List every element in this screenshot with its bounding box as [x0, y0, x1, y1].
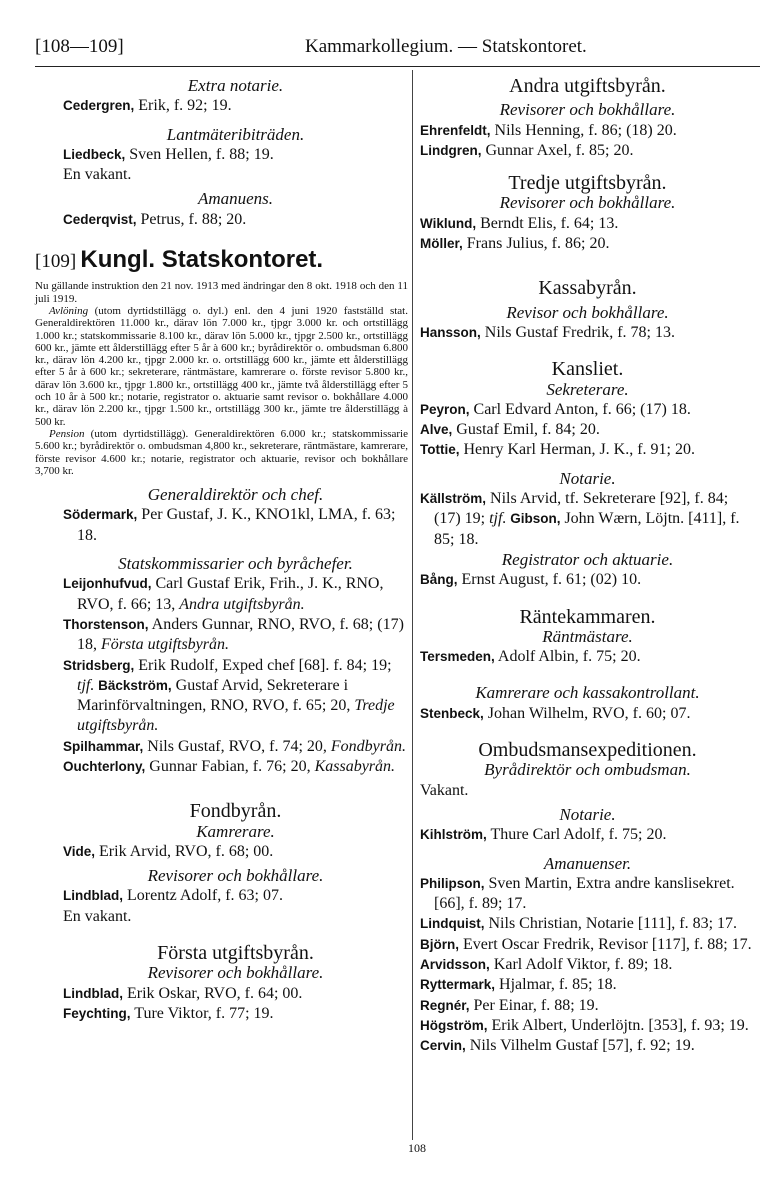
- list-item: Ryttermark, Hjalmar, f. 85; 18.: [420, 976, 617, 994]
- heading-generaldirektor: Generaldirektör och chef.: [147, 485, 324, 505]
- list-item: Lindblad, Erik Oskar, RVO, f. 64; 00.: [63, 984, 303, 1002]
- left-column: [35, 76, 408, 1024]
- subheading-rantmastare: Räntmästare.: [542, 626, 633, 646]
- list-item: Södermark, Per Gustaf, J. K., KNO1kl, LMA, f. 63; 18.: [63, 506, 396, 544]
- list-item: Bång, Ernst August, f. 61; (02) 10.: [420, 571, 642, 589]
- list-item: Cederqvist, Petrus, f. 88; 20.: [63, 210, 247, 228]
- instruction-note: Nu gällande instruktion den 21 nov. 1913 med ändringar den 8 okt. 1918 och den 11 juli 1919.: [35, 280, 408, 305]
- heading-tredje-utgiftsbyran: Tredje utgiftsbyrån.: [508, 172, 667, 195]
- list-item: Cedergren, Erik, f. 92; 19.: [63, 97, 232, 115]
- list-item: En vakant.: [63, 166, 132, 184]
- list-item: Tersmeden, Adolf Albin, f. 75; 20.: [420, 648, 641, 666]
- heading-kassabyran: Kassabyrån.: [538, 277, 637, 300]
- list-item: Peyron, Carl Edvard Anton, f. 66; (17) 18.: [420, 400, 691, 418]
- subheading-registrator: Registrator och aktuarie.: [501, 549, 674, 569]
- page-number: 108: [408, 1141, 426, 1155]
- heading-andra-utgiftsbyran: Andra utgiftsbyrån.: [509, 75, 666, 97]
- heading-forsta-utgiftsbyran: Första utgiftsbyrån.: [157, 942, 314, 965]
- list-item: Thorstenson, Anders Gunnar, RNO, RVO, f. 68; (17) 18, Första utgiftsbyrån.: [63, 615, 404, 654]
- page-range: [108—109]: [35, 36, 124, 57]
- subheading-revisor: Revisor och bokhållare.: [506, 302, 669, 322]
- list-item: Högström, Erik Albert, Underlöjtn. [353], f. 93; 19.: [420, 1016, 749, 1034]
- list-item: Tottie, Henry Karl Herman, J. K., f. 91; 20.: [420, 441, 695, 459]
- list-item: En vakant.: [63, 907, 132, 925]
- list-item: Cervin, Nils Vilhelm Gustaf [57], f. 92; 19.: [420, 1037, 695, 1055]
- heading-statskommissarier: Statskommissarier och byråchefer.: [118, 554, 353, 574]
- list-item: Källström, Nils Arvid, tf. Sekreterare [92], f. 84; (17) 19; tjf. Gibson, John Wærn, Löjtn. [411], f. 85; 18.: [420, 490, 740, 548]
- heading-rantekammaren: Räntekammaren.: [519, 605, 656, 628]
- subheading-revisorer: Revisorer och bokhållare.: [499, 100, 676, 120]
- list-item: Hansson, Nils Gustaf Fredrik, f. 78; 13.: [420, 323, 675, 341]
- subheading-byradirektor: Byrådirektör och ombudsman.: [484, 760, 691, 780]
- subheading-notarie: Notarie.: [559, 468, 616, 488]
- list-item: Vakant.: [420, 781, 469, 799]
- right-column: [420, 76, 755, 1056]
- heading-lantmateri: Lantmäteribiträden.: [166, 124, 305, 144]
- section-title-statskontoret: [109] Kungl. Statskontoret.: [35, 246, 324, 274]
- subheading-kamrerare: Kamrerare och kassakontrollant.: [475, 683, 700, 703]
- running-title: Kammarkollegium. — Statskontoret.: [305, 36, 587, 57]
- list-item: Philipson, Sven Martin, Extra andre kanslisekret. [66], f. 89; 17.: [420, 874, 735, 913]
- list-item: Lindgren, Gunnar Axel, f. 85; 20.: [420, 141, 634, 159]
- list-item: Ehrenfeldt, Nils Henning, f. 86; (18) 20.: [420, 121, 677, 139]
- list-item: Alve, Gustaf Emil, f. 84; 20.: [420, 421, 600, 439]
- avloning-note: Avlöning (utom dyrtidstillägg o. dyl.) enl. den 4 juni 1920 fastställd stat. Generaldirektören 11.000 kr., därav lön 7.000 kr., tjpgr 3.000 kr. och ortstillägg 1.000 kr.; statskommissarie 8.100 kr., därav lön 5.000 kr., tjpgr 2.500 kr., ortstillägg 600 kr., jämte ett ålderstillägg efter 5 år à 600 kr.; byrådirektör o. ombudsman 6.800 kr., därav lön 4.200 kr., tjpgr 2.000 kr. o. ortstillägg 600 kr., jämte ett ålderstillägg efter 5 år à 600 kr.; sekreterare, räntmästare, kamrerare o. förste revisor 5.800 kr., därav lön 3.600 kr., tjpgr 1.800 kr., ortstillägg 400 kr., jämte två ålderstillägg efter 5 och 10 år à 500 kr.; notarie, registrator o. aktuarie samt revisor o. bokhållare 4.000 kr., därav lön 2.200 kr., tjpgr 1.500 kr., ortstillägg 300 kr., jämte tre ålderstillägg à 500 kr.: [35, 304, 408, 428]
- list-item: Arvidsson, Karl Adolf Viktor, f. 89; 18.: [420, 955, 673, 973]
- list-item: Björn, Evert Oscar Fredrik, Revisor [117], f. 88; 17.: [420, 935, 752, 953]
- list-item: Ouchterlony, Gunnar Fabian, f. 76; 20, Kassabyrån.: [63, 757, 396, 775]
- list-item: Stridsberg, Erik Rudolf, Exped chef [68]. f. 84; 19; tjf. Bäckström, Gustaf Arvid, Sekreterare i Marinförvaltningen, RNO, RVO, f. 65; 20, Tredje utgiftsbyrån.: [63, 656, 395, 735]
- list-item: Leijonhufvud, Carl Gustaf Erik, Frih., J. K., RNO, RVO, f. 66; 13, Andra utgiftsbyrån.: [63, 575, 384, 613]
- column-divider: [412, 70, 413, 1140]
- list-item: Vide, Erik Arvid, RVO, f. 68; 00.: [63, 842, 274, 860]
- subheading-revisorer: Revisorer och bokhållare.: [499, 193, 676, 213]
- heading-amanuens: Amanuens.: [197, 189, 274, 209]
- list-item: Kihlström, Thure Carl Adolf, f. 75; 20.: [420, 826, 667, 844]
- subheading-amanuenser: Amanuenser.: [543, 853, 632, 873]
- list-item: Regnér, Per Einar, f. 88; 19.: [420, 996, 599, 1014]
- subheading-revisorer: Revisorer och bokhållare.: [147, 963, 324, 983]
- list-item: Lindblad, Lorentz Adolf, f. 63; 07.: [63, 887, 283, 905]
- list-item: Wiklund, Berndt Elis, f. 64; 13.: [420, 214, 619, 232]
- list-item: Feychting, Ture Viktor, f. 77; 19.: [63, 1004, 274, 1022]
- heading-kansliet: Kansliet.: [551, 358, 624, 381]
- page-header: [35, 36, 755, 66]
- subheading-kamrerare: Kamrerare.: [196, 821, 275, 841]
- heading-fondbyran: Fondbyrån.: [189, 800, 282, 823]
- list-item: Stenbeck, Johan Wilhelm, RVO, f. 60; 07.: [420, 704, 691, 722]
- list-item: Lindquist, Nils Christian, Notarie [111], f. 83; 17.: [420, 915, 738, 933]
- list-item: Spilhammar, Nils Gustaf, RVO, f. 74; 20, Fondbyrån.: [63, 737, 407, 755]
- list-item: Liedbeck, Sven Hellen, f. 88; 19.: [63, 145, 274, 163]
- pension-note: Pension (utom dyrtidstillägg). Generaldirektören 6.000 kr.; statskommissarie 5.600 kr.; byrådirektör o. ombudsman 4,800 kr., sekreterare, räntmästare, kamrerare, förste revisor 4.600 kr.; notarie, registrator och aktuarie, revisor och bokhållare 3,700 kr.: [35, 427, 408, 477]
- list-item: Möller, Frans Julius, f. 86; 20.: [420, 235, 610, 253]
- header-rule: [35, 66, 760, 67]
- heading-ombudsmansexpeditionen: Ombudsmansexpeditionen.: [478, 739, 697, 762]
- subheading-sekreterare: Sekreterare.: [546, 379, 629, 399]
- heading-extra-notarie: Extra notarie.: [187, 76, 284, 95]
- subheading-notarie: Notarie.: [559, 804, 616, 824]
- subheading-revisorer: Revisorer och bokhållare.: [147, 866, 324, 886]
